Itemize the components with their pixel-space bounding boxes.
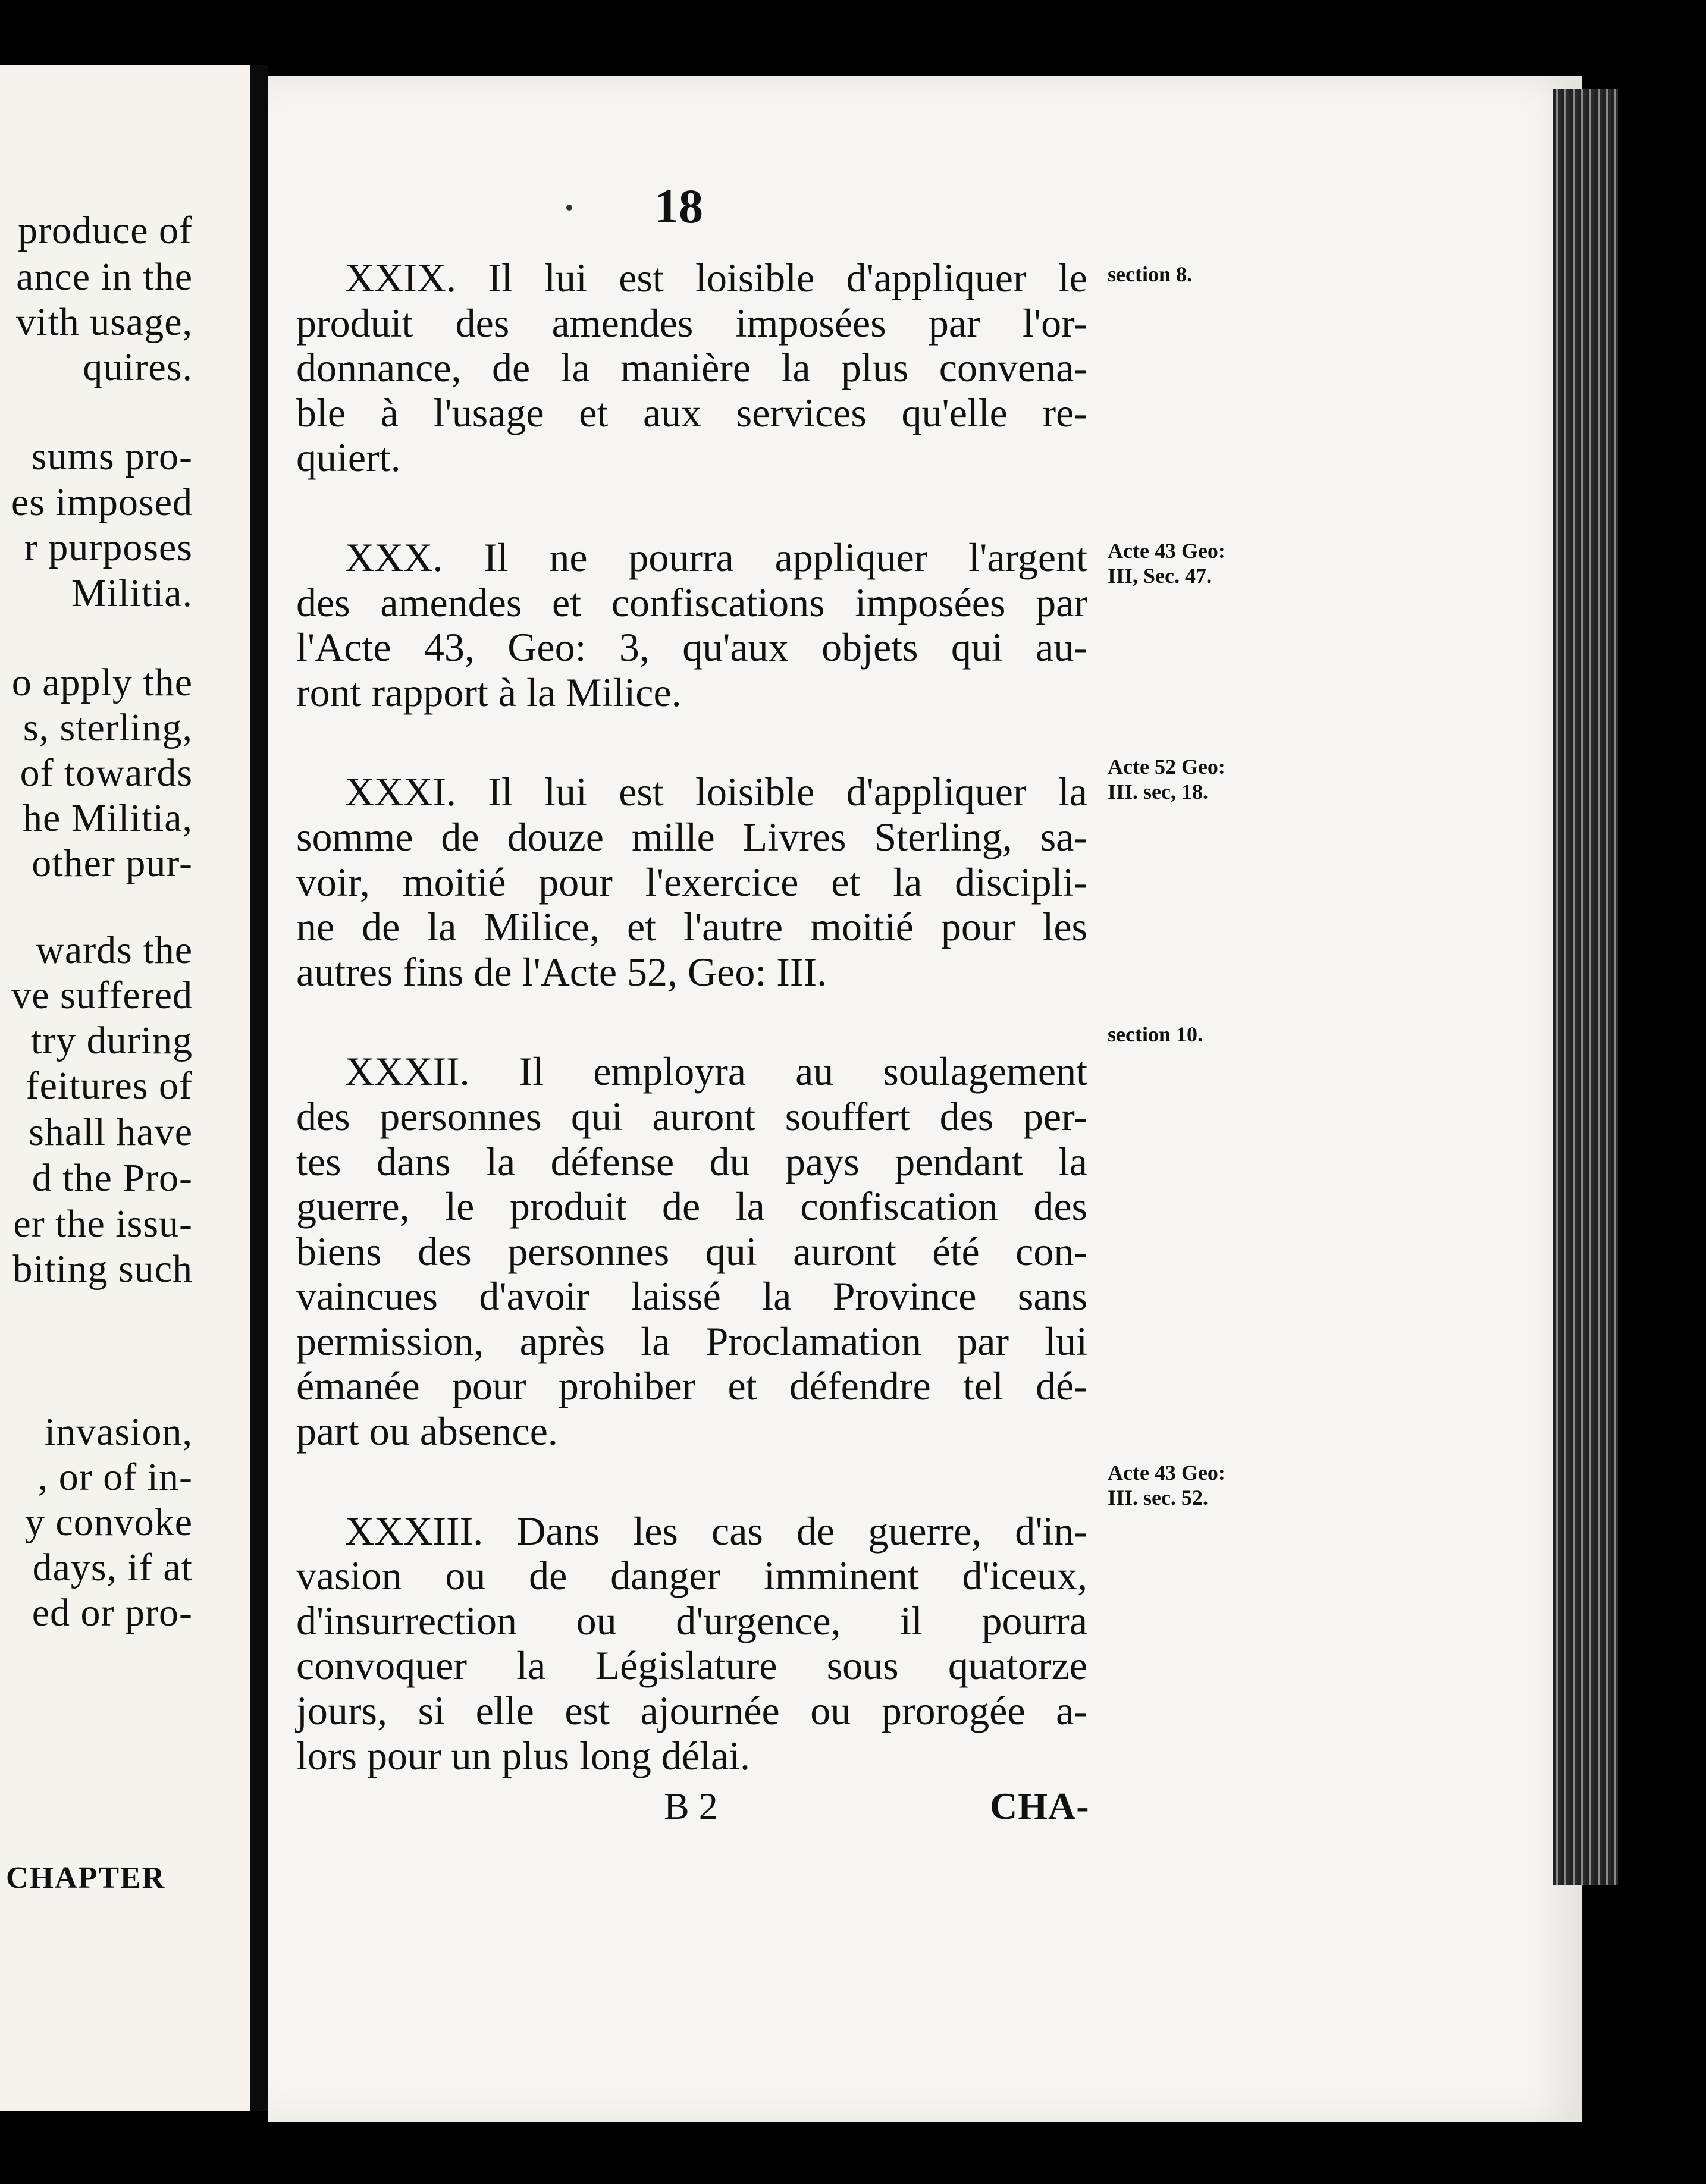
paragraph: [296, 256, 1087, 481]
margin-note-line: III. sec, 18.: [1108, 780, 1208, 804]
text-line: ront rapport à la Milice.: [296, 669, 682, 715]
text-line: XXX. Il ne pourra appliquer l'argent: [345, 534, 1087, 580]
left-text-line: produce of: [17, 209, 193, 252]
left-text-line: quires.: [83, 346, 193, 389]
left-text-line: er the issu-: [13, 1202, 193, 1245]
text-line: vasion ou de danger imminent d'iceux,: [296, 1553, 1087, 1599]
paragraph: [296, 770, 1087, 994]
text-line: autres fins de l'Acte 52, Geo: III.: [296, 949, 827, 994]
left-text-line: wards the: [36, 928, 193, 972]
text-line: jours, si elle est ajournée ou prorogée a-: [296, 1688, 1087, 1734]
left-text-line: r purposes: [24, 526, 193, 569]
text-line: donnance, de la manière la plus convena-: [296, 345, 1087, 391]
text-line: d'insurrection ou d'urgence, il pourra: [296, 1598, 1087, 1643]
text-line: ne de la Milice, et l'autre moitié pour les: [296, 904, 1087, 950]
text-line: lors pour un plus long délai.: [296, 1733, 751, 1778]
left-text-line: ed or pro-: [32, 1591, 193, 1634]
left-text-line: o apply the: [11, 661, 193, 704]
margin-note-line: section 8.: [1108, 262, 1192, 286]
left-text-line: sums pro-: [31, 435, 193, 478]
text-line: somme de douze mille Livres Sterling, sa-: [296, 814, 1087, 859]
left-text-line: es imposed: [11, 481, 193, 524]
paragraph: [296, 535, 1087, 715]
margin-note: [1108, 754, 1225, 804]
text-line: XXXII. Il employra au soulagement: [345, 1049, 1087, 1094]
page-number: 18: [654, 179, 703, 233]
paragraph: [296, 1049, 1087, 1454]
text-line: l'Acte 43, Geo: 3, qu'aux objets qui au-: [296, 625, 1087, 670]
left-text-line: other pur-: [32, 842, 193, 885]
left-text-line: feitures of: [26, 1064, 193, 1107]
text-line: guerre, le produit de la confiscation des: [296, 1184, 1087, 1229]
page-edges: [1553, 89, 1618, 1885]
left-text-line: he Militia,: [23, 796, 193, 840]
text-line: des amendes et confiscations imposées par: [296, 579, 1087, 625]
left-text-line: , or of in-: [37, 1455, 193, 1499]
left-text-line: vith usage,: [16, 300, 193, 344]
text-line: biens des personnes qui auront été con-: [296, 1228, 1087, 1274]
text-line: vaincues d'avoir laissé la Province sans: [296, 1273, 1087, 1319]
margin-note-line: III, Sec. 47.: [1108, 564, 1212, 588]
left-text-line: days, if at: [32, 1546, 193, 1589]
left-text-line: d the Pro-: [32, 1156, 193, 1200]
text-line: part ou absence.: [296, 1408, 558, 1454]
text-line: XXXI. Il lui est loisible d'appliquer la: [345, 769, 1087, 815]
margin-note: [1108, 1022, 1203, 1047]
paragraph: [296, 1509, 1087, 1779]
text-line: XXXIII. Dans les cas de guerre, d'in-: [345, 1508, 1087, 1554]
margin-note: [1108, 538, 1225, 588]
left-catchword: CHAPTER: [6, 1861, 166, 1895]
margin-note-line: section 10.: [1108, 1022, 1203, 1046]
book-gutter: [250, 65, 268, 2111]
margin-note-line: III. sec. 52.: [1108, 1486, 1208, 1510]
catchword: CHA-: [990, 1785, 1090, 1827]
text-line: XXIX. Il lui est loisible d'appliquer le: [345, 255, 1087, 300]
margin-note-line: Acte 43 Geo:: [1108, 539, 1225, 563]
text-line: convoquer la Législature sous quatorze: [296, 1643, 1087, 1689]
margin-note: [1108, 262, 1192, 287]
left-text-line: ve suffered: [11, 974, 193, 1017]
left-text-line: ance in the: [16, 255, 193, 299]
text-line: émanée pour prohiber et défendre tel dé-: [296, 1363, 1087, 1409]
margin-note: [1108, 1460, 1225, 1510]
text-line: tes dans la défense du pays pendant la: [296, 1138, 1087, 1184]
left-text-line: shall have: [29, 1110, 193, 1154]
left-facing-page: [0, 65, 250, 2111]
margin-note-line: Acte 43 Geo:: [1108, 1461, 1225, 1485]
text-line: ble à l'usage et aux services qu'elle re-: [296, 390, 1087, 435]
text-line: des personnes qui auront souffert des per-: [296, 1093, 1087, 1139]
left-text-line: y convoke: [24, 1501, 193, 1544]
margin-note-line: Acte 52 Geo:: [1108, 755, 1225, 779]
ink-dot: [566, 205, 572, 211]
left-text-line: s, sterling,: [23, 706, 193, 749]
left-text-line: invasion,: [44, 1410, 193, 1454]
left-text-line: try during: [30, 1019, 193, 1062]
text-line: permission, après la Proclamation par lui: [296, 1318, 1087, 1364]
text-line: voir, moitié pour l'exercice et la discipli-: [296, 859, 1087, 905]
text-line: quiert.: [296, 435, 401, 481]
text-line: produit des amendes imposées par l'or-: [296, 300, 1087, 346]
left-text-line: Militia.: [71, 572, 193, 615]
signature-mark: B 2: [664, 1785, 718, 1827]
main-text-block: [296, 256, 1087, 1833]
left-text-line: biting such: [12, 1247, 193, 1291]
left-text-line: of towards: [20, 751, 193, 795]
